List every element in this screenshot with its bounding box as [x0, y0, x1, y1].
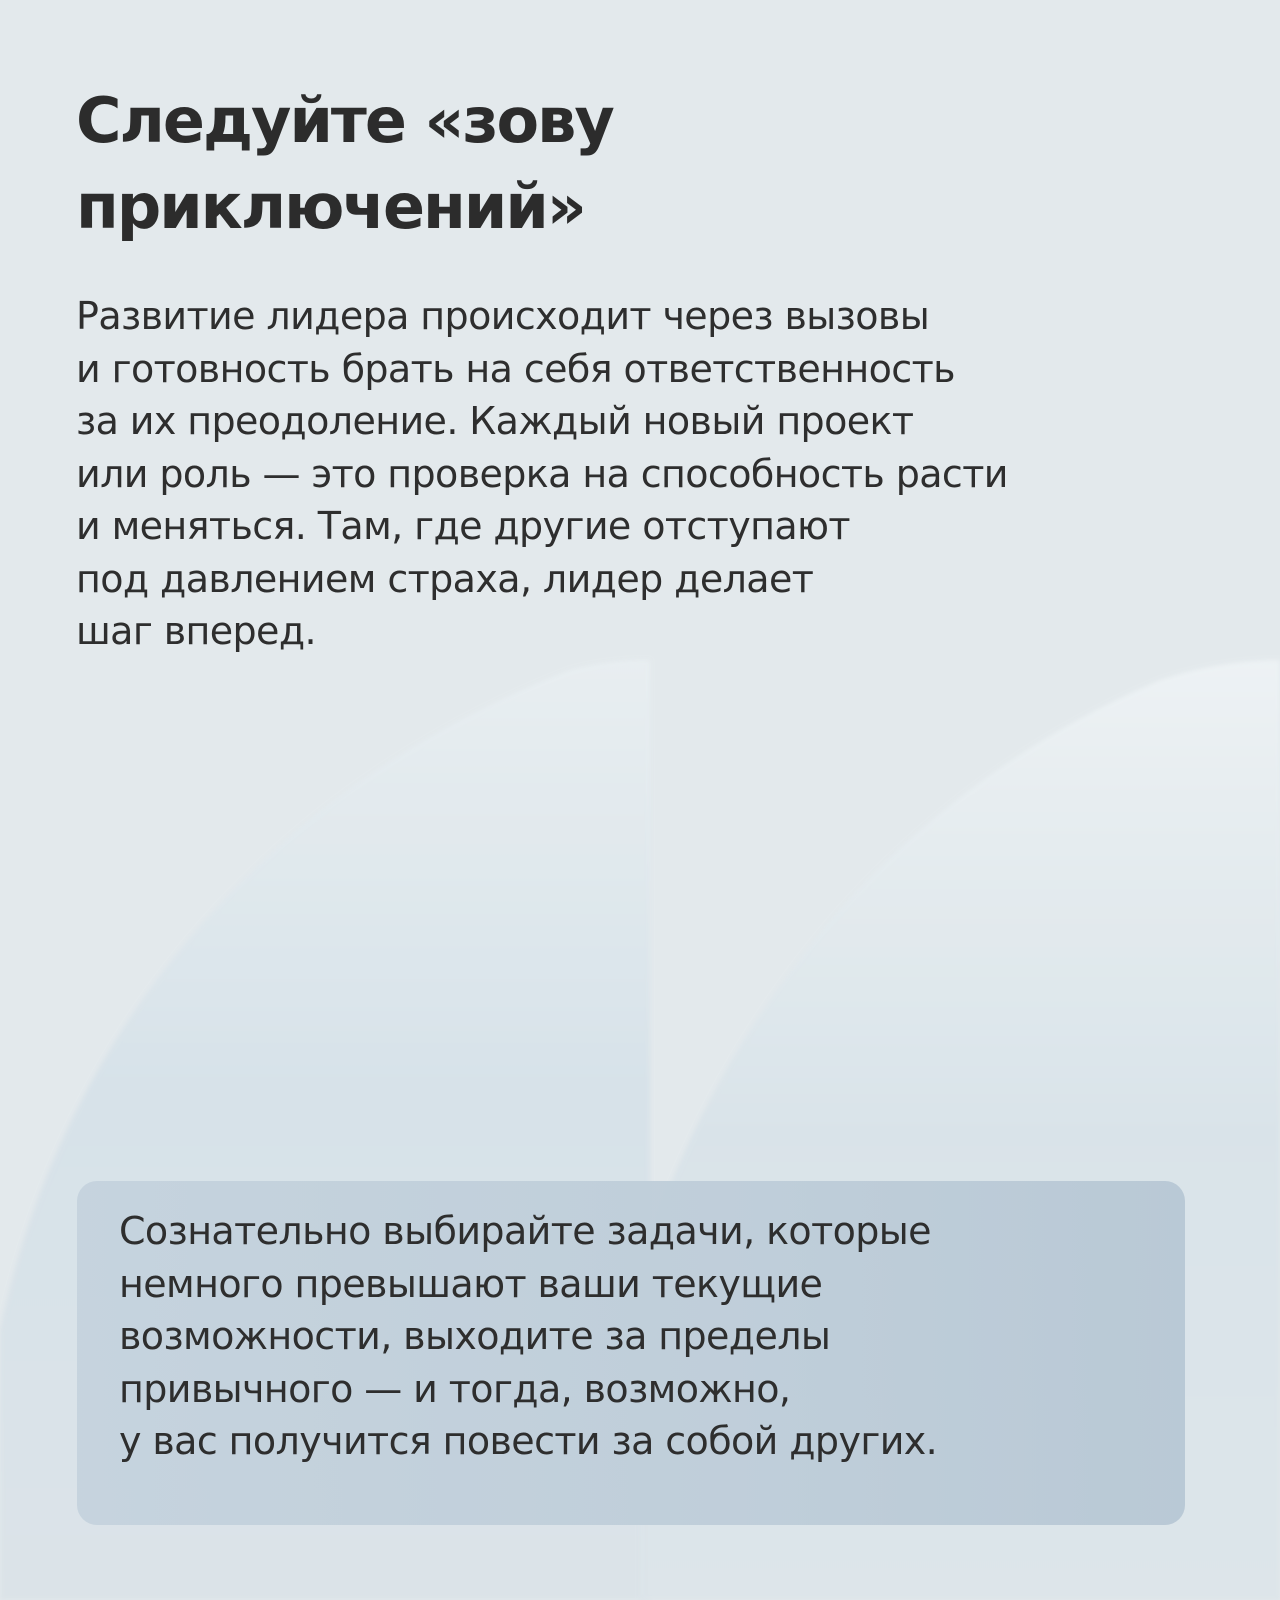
- callout-line: привычного — и тогда, возможно,: [119, 1366, 791, 1411]
- body-line: Развитие лидера происходит через вызовы: [76, 294, 930, 338]
- title-line: приключений»: [76, 170, 585, 243]
- callout-paragraph: [119, 1205, 937, 1468]
- page-title: [76, 78, 1176, 250]
- body-line: шаг вперед.: [76, 609, 316, 653]
- callout-box: [77, 1181, 1185, 1525]
- callout-line: у вас получится повести за собой других.: [119, 1419, 938, 1463]
- body-paragraph: [76, 290, 1226, 658]
- body-line: за их преодоление. Каждый новый проект: [76, 399, 914, 443]
- body-line: и готовность брать на себя ответственность: [76, 346, 955, 391]
- callout-line: возможности, выходите за пределы: [119, 1314, 831, 1358]
- callout-line: Сознательно выбирайте задачи, которые: [119, 1209, 931, 1253]
- body-line: под давлением страха, лидер делает: [76, 556, 814, 601]
- title-line: Следуйте «зову: [76, 84, 613, 157]
- body-line: или роль — это проверка на способность расти: [76, 451, 1008, 496]
- callout-line: немного превышают ваши текущие: [119, 1261, 823, 1306]
- body-line: и меняться. Там, где другие отступают: [76, 504, 850, 548]
